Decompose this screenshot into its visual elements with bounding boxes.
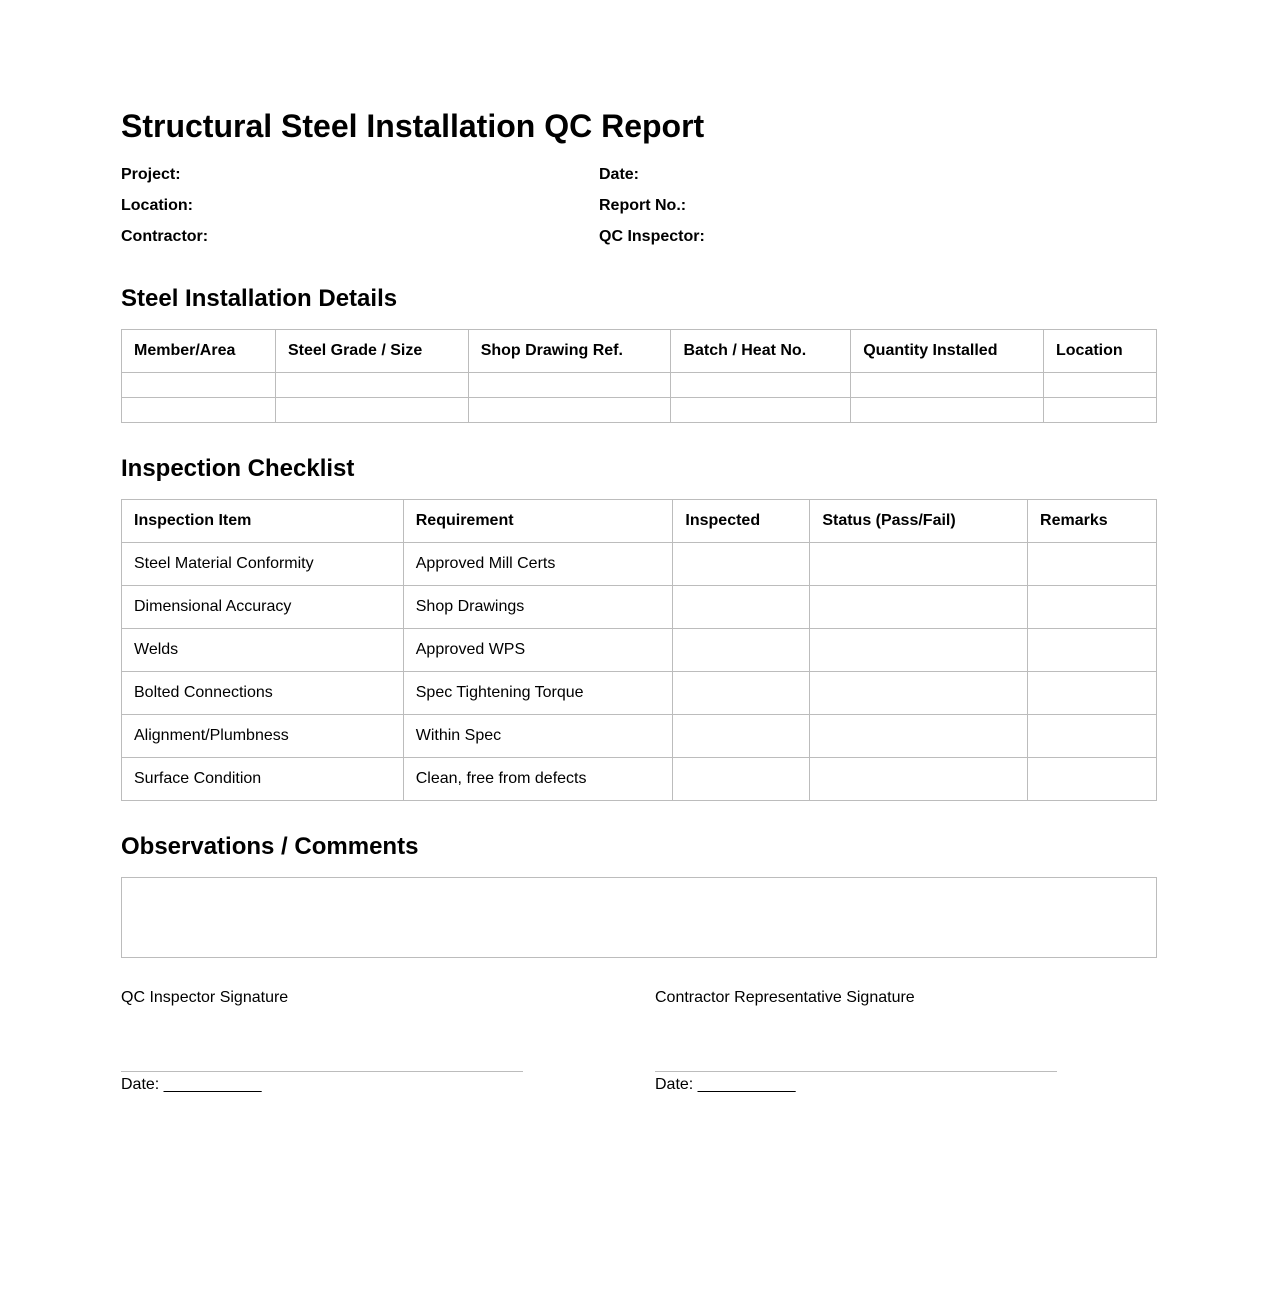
status-cell[interactable] <box>810 543 1028 586</box>
table-row <box>122 758 1157 801</box>
column-header: Member/Area <box>122 330 276 373</box>
comments-textarea[interactable] <box>121 877 1157 958</box>
table-cell[interactable] <box>275 373 468 398</box>
project-label: Project: <box>121 166 181 183</box>
remarks-cell[interactable] <box>1028 715 1157 758</box>
location-label: Location: <box>121 197 193 214</box>
table-cell[interactable] <box>122 373 276 398</box>
contractor-signature-block <box>655 988 1057 1093</box>
signature-label: QC Inspector Signature <box>121 989 289 1006</box>
remarks-cell[interactable] <box>1028 543 1157 586</box>
inspection-item: Steel Material Conformity <box>122 543 404 586</box>
column-header: Status (Pass/Fail) <box>810 500 1028 543</box>
column-header: Shop Drawing Ref. <box>468 330 671 373</box>
table-cell[interactable] <box>851 373 1044 398</box>
status-cell[interactable] <box>810 586 1028 629</box>
table-row <box>122 629 1157 672</box>
qc-inspector-signature-block <box>121 988 523 1093</box>
table-cell[interactable] <box>671 398 851 423</box>
table-row <box>122 672 1157 715</box>
inspected-cell[interactable] <box>673 758 810 801</box>
inspection-item: Surface Condition <box>122 758 404 801</box>
table-row <box>122 543 1157 586</box>
table-cell[interactable] <box>275 398 468 423</box>
status-cell[interactable] <box>810 672 1028 715</box>
report-no-label: Report No.: <box>599 197 687 214</box>
requirement: Shop Drawings <box>403 586 673 629</box>
signature-label: Contractor Representative Signature <box>655 989 915 1006</box>
report-meta <box>121 164 1157 257</box>
inspection-item: Welds <box>122 629 404 672</box>
table-cell[interactable] <box>671 373 851 398</box>
inspected-cell[interactable] <box>673 586 810 629</box>
inspected-cell[interactable] <box>673 629 810 672</box>
qc-inspector-label: QC Inspector: <box>599 228 705 245</box>
table-row <box>122 715 1157 758</box>
signature-line[interactable] <box>121 1071 523 1072</box>
remarks-cell[interactable] <box>1028 629 1157 672</box>
inspection-item: Bolted Connections <box>122 672 404 715</box>
table-header-row <box>122 500 1157 543</box>
table-cell[interactable] <box>1044 373 1157 398</box>
signature-line[interactable] <box>655 1071 1057 1072</box>
table-header-row <box>122 330 1157 373</box>
requirement: Clean, free from defects <box>403 758 673 801</box>
column-header: Quantity Installed <box>851 330 1044 373</box>
date-label: Date: <box>599 166 640 183</box>
signature-date-field[interactable]: Date: ___________ <box>121 1076 262 1093</box>
column-header: Location <box>1044 330 1157 373</box>
inspection-item: Alignment/Plumbness <box>122 715 404 758</box>
requirement: Spec Tightening Torque <box>403 672 673 715</box>
remarks-cell[interactable] <box>1028 586 1157 629</box>
table-row <box>122 586 1157 629</box>
inspected-cell[interactable] <box>673 672 810 715</box>
table-cell[interactable] <box>122 398 276 423</box>
inspected-cell[interactable] <box>673 715 810 758</box>
inspection-checklist-table <box>121 499 1157 801</box>
requirement: Approved WPS <box>403 629 673 672</box>
requirement: Approved Mill Certs <box>403 543 673 586</box>
status-cell[interactable] <box>810 629 1028 672</box>
column-header: Steel Grade / Size <box>275 330 468 373</box>
column-header: Requirement <box>403 500 673 543</box>
remarks-cell[interactable] <box>1028 758 1157 801</box>
table-row <box>122 398 1157 423</box>
requirement: Within Spec <box>403 715 673 758</box>
column-header: Remarks <box>1028 500 1157 543</box>
status-cell[interactable] <box>810 758 1028 801</box>
checklist-heading: Inspection Checklist <box>121 455 355 482</box>
table-cell[interactable] <box>468 373 671 398</box>
remarks-cell[interactable] <box>1028 672 1157 715</box>
table-cell[interactable] <box>468 398 671 423</box>
column-header: Inspected <box>673 500 810 543</box>
inspection-item: Dimensional Accuracy <box>122 586 404 629</box>
table-cell[interactable] <box>1044 398 1157 423</box>
status-cell[interactable] <box>810 715 1028 758</box>
table-row <box>122 373 1157 398</box>
steel-installation-table <box>121 329 1157 423</box>
report-title: Structural Steel Installation QC Report <box>121 108 705 144</box>
contractor-label: Contractor: <box>121 228 209 245</box>
table-cell[interactable] <box>851 398 1044 423</box>
signature-date-field[interactable]: Date: ___________ <box>655 1076 796 1093</box>
details-heading: Steel Installation Details <box>121 285 398 312</box>
inspected-cell[interactable] <box>673 543 810 586</box>
column-header: Inspection Item <box>122 500 404 543</box>
column-header: Batch / Heat No. <box>671 330 851 373</box>
comments-heading: Observations / Comments <box>121 833 419 860</box>
